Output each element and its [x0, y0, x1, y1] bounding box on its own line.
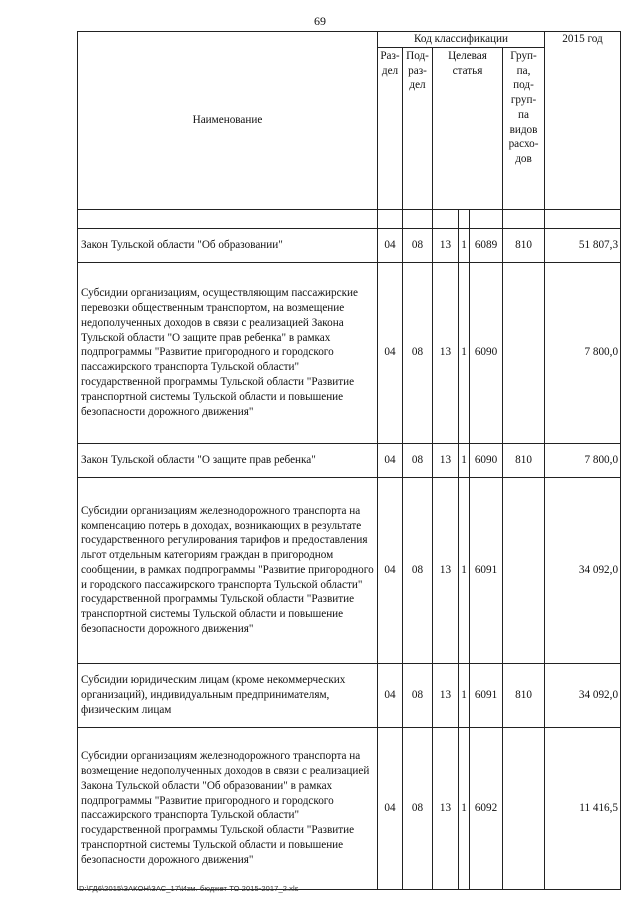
table-row — [78, 443, 621, 477]
row-target-3: 6091 — [470, 663, 503, 727]
row-podrazdel: 08 — [403, 663, 433, 727]
row-razdel: 04 — [378, 228, 403, 262]
row-razdel: 04 — [378, 727, 403, 889]
table-row — [78, 228, 621, 262]
table-row — [78, 727, 621, 889]
row-razdel: 04 — [378, 262, 403, 443]
row-amount: 34 092,0 — [545, 663, 621, 727]
table-row — [78, 663, 621, 727]
row-podrazdel: 08 — [403, 727, 433, 889]
header-year-label: 2015 год — [562, 33, 603, 45]
header-target: Целевая статья — [433, 47, 503, 209]
row-target-2: 1 — [459, 727, 470, 889]
page-number: 69 — [314, 14, 326, 28]
row-target-3: 6089 — [470, 228, 503, 262]
row-razdel: 04 — [378, 477, 403, 663]
row-amount: 34 092,0 — [545, 477, 621, 663]
row-podrazdel: 08 — [403, 443, 433, 477]
row-name: Субсидии организациям железнодорожного транспорта на компенсацию потерь в доходах, возникающих в результате государственного регулирования тарифов и предоставления льгот отдельным категориям граждан в пригородном сообщении, в рамках подпрограммы "Развитие пригородного и городского пассажирского транспорта Тульской области" государственной программы Тульской области "Развитие транспортной системы Тульской области и повышение безопасности дорожного движения" — [78, 477, 378, 663]
row-target-3: 6091 — [470, 477, 503, 663]
row-podrazdel: 08 — [403, 228, 433, 262]
header-code-label: Код классификации — [414, 33, 509, 45]
header-year — [545, 32, 621, 210]
row-target-3: 6090 — [470, 443, 503, 477]
row-name: Закон Тульской области "Об образовании" — [78, 228, 378, 262]
row-group: 810 — [503, 663, 545, 727]
row-name: Субсидии организациям, осуществляющим пассажирские перевозки общественным транспортом, на возмещение недополученных доходов в связи с реализацией Закона Тульской области "О защите прав ребенка" в рамках подпрограммы "Развитие пригородного и городского пассажирского транспорта Тульской области" государственной программы Тульской области "Развитие транспортной системы Тульской области и повышение безопасности дорожного движения" — [78, 262, 378, 443]
row-target-2: 1 — [459, 443, 470, 477]
row-group: 810 — [503, 228, 545, 262]
row-podrazdel: 08 — [403, 477, 433, 663]
row-target-2: 1 — [459, 663, 470, 727]
file-path-footer: D:\ГД6\2015\ЗАКОН\ЗАС_17\Изм. бюджет ТО 2015-2017_2.xls — [79, 884, 299, 893]
row-amount: 51 807,3 — [545, 228, 621, 262]
row-name: Закон Тульской области "О защите прав ребенка" — [78, 443, 378, 477]
header-razdel: Раз- дел — [378, 47, 403, 209]
row-target-2: 1 — [459, 262, 470, 443]
header-name — [78, 32, 378, 210]
header-name-label: Наименование — [192, 114, 263, 126]
row-group — [503, 262, 545, 443]
row-target-1: 13 — [433, 663, 459, 727]
row-group — [503, 727, 545, 889]
header-spacer-row — [78, 209, 621, 228]
row-target-3: 6090 — [470, 262, 503, 443]
table-row — [78, 477, 621, 663]
row-razdel: 04 — [378, 443, 403, 477]
row-razdel: 04 — [378, 663, 403, 727]
row-group — [503, 477, 545, 663]
row-name: Субсидии юридическим лицам (кроме некоммерческих организаций), индивидуальным предпринимателям, физическим лицам — [78, 663, 378, 727]
header-podrazdel: Под- раз- дел — [403, 47, 433, 209]
row-amount: 11 416,5 — [545, 727, 621, 889]
row-target-1: 13 — [433, 228, 459, 262]
row-target-1: 13 — [433, 262, 459, 443]
row-amount: 7 800,0 — [545, 443, 621, 477]
row-target-3: 6092 — [470, 727, 503, 889]
row-amount: 7 800,0 — [545, 262, 621, 443]
header-code — [378, 32, 545, 48]
budget-table — [77, 31, 621, 890]
row-target-2: 1 — [459, 477, 470, 663]
row-target-1: 13 — [433, 477, 459, 663]
row-group: 810 — [503, 443, 545, 477]
row-target-1: 13 — [433, 443, 459, 477]
header-group: Груп- па, под- груп- па видов расхо- дов — [503, 47, 545, 209]
table-row — [78, 262, 621, 443]
row-target-1: 13 — [433, 727, 459, 889]
row-podrazdel: 08 — [403, 262, 433, 443]
row-target-2: 1 — [459, 228, 470, 262]
row-name: Субсидии организациям железнодорожного транспорта на возмещение недополученных доходов в связи с реализацией Закона Тульской области "Об образовании" в рамках подпрограммы "Развитие пригородного и городского пассажирского транспорта Тульской области" государственной программы Тульской области "Развитие транспортной системы Тульской области и повышение безопасности дорожного движения" — [78, 727, 378, 889]
